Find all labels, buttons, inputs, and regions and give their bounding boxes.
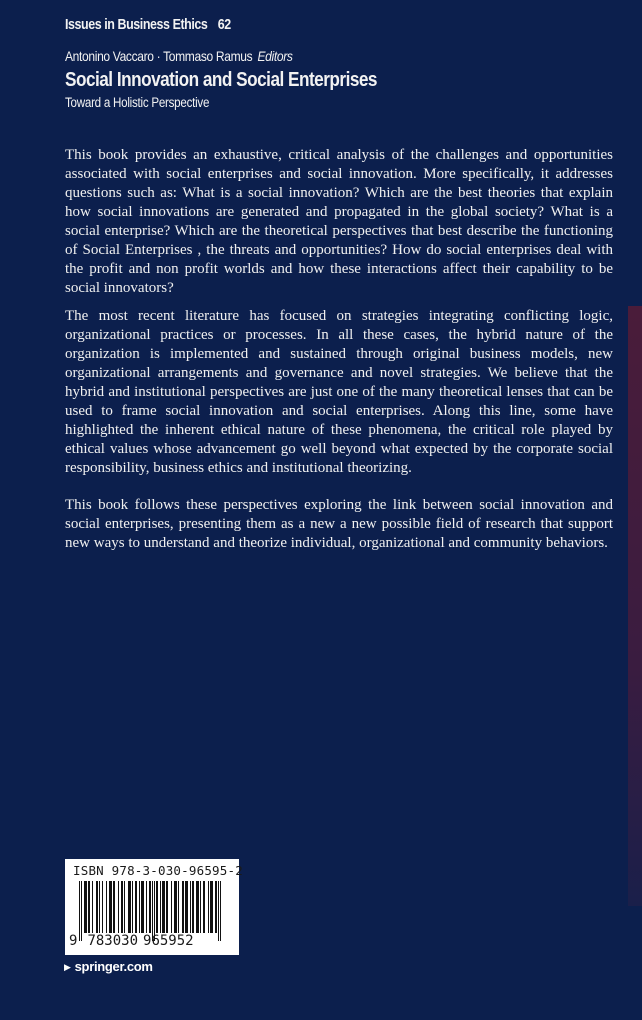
publisher-link-text: springer.com <box>74 959 153 974</box>
blurb-paragraph-3: This book follows these perspectives exploring the link between social innovation and social enterprises, presenting them as a new a new possible field of research that support new ways to understand and theorize individual, organizational and community behaviors. <box>65 497 613 551</box>
editors-line <box>65 48 293 64</box>
barcode-digits-right: 965952 <box>143 933 194 949</box>
back-cover-blurb <box>65 146 613 562</box>
isbn-label: ISBN 978-3-030-96595-2 <box>73 863 243 878</box>
barcode-bars <box>79 881 235 939</box>
book-subtitle: Toward a Holistic Perspective <box>65 95 210 110</box>
editors-role: Editors <box>257 48 293 64</box>
barcode-digit-lead: 9 <box>69 933 78 949</box>
isbn-barcode <box>65 859 243 955</box>
side-color-stripe <box>628 306 642 906</box>
blurb-paragraph-1: This book provides an exhaustive, critical analysis of the challenges and opportunities associated with social enterprises and social innovation. More specifically, it addresses questions such as: What is a social innovation? Which are the best theories that explain how social innovations are generated and propagated in the global society? What is a social enterprise? Which are the theoretical perspectives that best describe the functioning of Social Enterprises , the threats and opportunities? How do social enterprises deal with the profit and non profit worlds and how these interactions affect their capability to be social innovators? <box>65 147 613 296</box>
triangle-right-icon: ▶ <box>64 962 71 972</box>
series-name: Issues in Business Ethics <box>65 17 208 33</box>
series-header <box>65 17 231 33</box>
book-title: Social Innovation and Social Enterprises <box>65 69 377 91</box>
editors-names: Antonino Vaccaro · Tommaso Ramus <box>65 48 253 64</box>
publisher-link[interactable] <box>64 959 153 974</box>
blurb-paragraph-2: The most recent literature has focused on strategies integrating conflicting logic, organizational practices or processes. In all these cases, the hybrid nature of the organization is implemented and sustained through original business models, new organizational arrangements and governance and novel strategies. We believe that the hybrid and institutional perspectives are just one of the many theoretical lenses that can be used to frame social innovation and social enterprises. Along this line, some have highlighted the inherent ethical nature of these phenomena, the critical role played by ethical values whose advancement go well beyond what expected by the corporate social responsibility, business ethics and institutional theorizing. <box>65 308 613 476</box>
series-number: 62 <box>217 17 231 33</box>
barcode-digits <box>69 933 194 949</box>
barcode-digits-left: 783030 <box>87 933 139 949</box>
